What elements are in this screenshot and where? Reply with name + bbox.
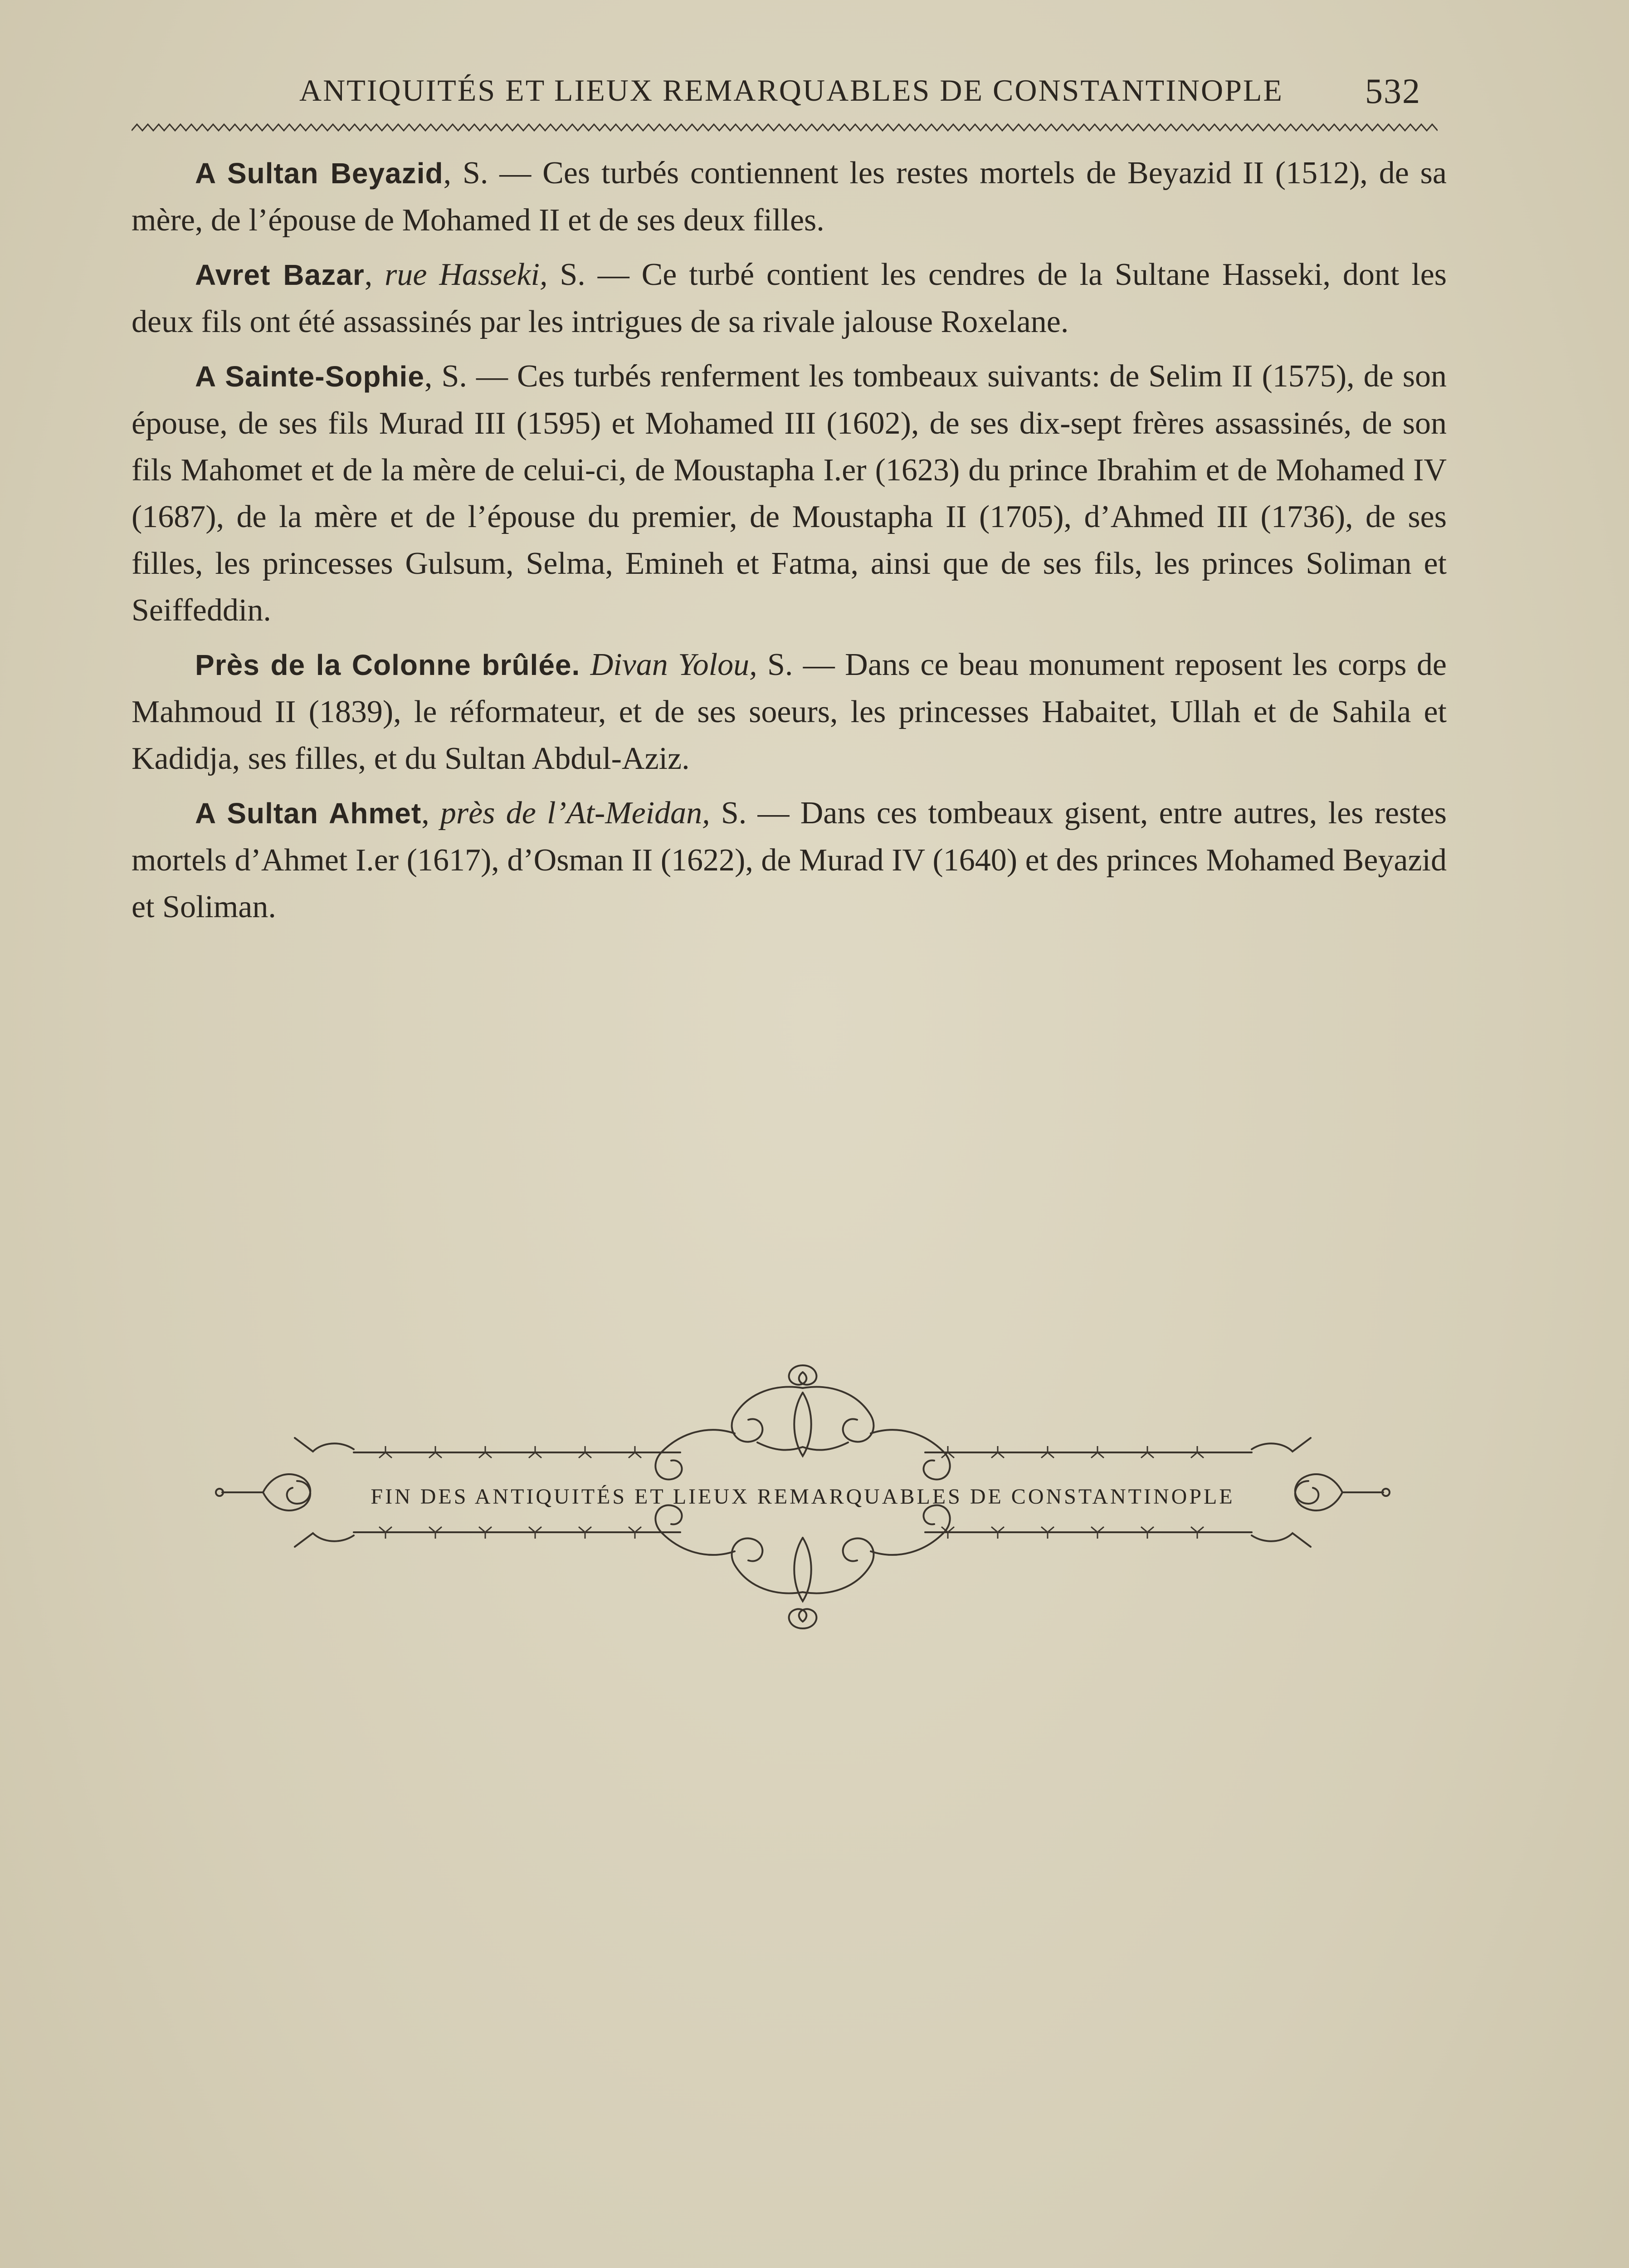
- entry-heading: A Sultan Ahmet: [195, 797, 422, 830]
- running-title: ANTIQUITÉS ET LIEUX REMARQUABLES DE CONSTANTINOPLE: [299, 73, 1283, 108]
- wavy-rule: [132, 122, 1438, 132]
- entry-text: , S. — Ces turbés renferment les tombeaux suivants: de Selim II (1575), de son épouse, de ses fils Murad III (1595) et Mohamed III (1602), de ses dix-sept frères assassinés, de son fils Mahomet et de la mère de celui-ci, de Moustapha I.er (1623) du prince Ibrahim et de Mohamed IV (1687), de la mère et de l’épouse du premier, de Moustapha II (1705), d’Ahmed III (1736), de ses filles, les princesses Gulsum, Selma, Emineh et Fatma, ainsi que de ses fils, les princes Soliman et Seiffeddin.: [132, 359, 1447, 628]
- entry-location: près de l’At-Meidan,: [440, 796, 710, 831]
- entry-heading: Avret Bazar: [195, 259, 365, 291]
- end-caption: FIN DES ANTIQUITÉS ET LIEUX REMARQUABLES DE CONSTANTINOPLE: [371, 1485, 1235, 1509]
- entry-location: Divan Yolou,: [590, 647, 757, 682]
- entry-avret-bazar: Avret Bazar, rue Hasseki, S. — Ce turbé contient les cendres de la Sultane Hasseki, dont les deux fils ont été assassinés par les intrigues de sa rivale jalouse Roxelane.: [132, 257, 1447, 339]
- entry-text: , S. — Ces turbés contiennent les restes mortels de Beyazid II (1512), de sa mère, de l’épouse de Mohamed II et de ses deux filles.: [132, 156, 1447, 238]
- entry-location: rue Hasseki,: [385, 257, 548, 292]
- entry-sultan-ahmet: A Sultan Ahmet, près de l’At-Meidan, S. — Dans ces tombeaux gisent, entre autres, les restes mortels d’Ahmet I.er (1617), d’Osman II (1622), de Murad IV (1640) et des princes Mohamed Beyazid et Soliman.: [132, 796, 1447, 924]
- entry-text: S. — Dans ces tombeaux gisent, entre autres, les restes mortels d’Ahmet I.er (1617), d’Osman II (1622), de Murad IV (1640) et des princes Mohamed Beyazid et Soliman.: [132, 796, 1447, 924]
- entry-heading: A Sainte-Sophie: [195, 360, 424, 393]
- entry-sultan-beyazid: [132, 150, 1447, 244]
- entry-heading: Près de la Colonne brûlée.: [195, 649, 580, 681]
- page-number: 532: [1365, 71, 1421, 111]
- entry-text: S. — Dans ce beau monument reposent les corps de Mahmoud II (1839), le réformateur, et de ses soeurs, les princesses Habaitet, Ullah et de Sahila et Kadidja, ses filles, et du Sultan Abdul-Aziz.: [132, 647, 1447, 776]
- entry-text: S. — Ce turbé contient les cendres de la Sultane Hasseki, dont les deux fils ont été assassinés par les intrigues de sa rivale jalouse Roxelane.: [132, 257, 1447, 339]
- entry-heading: A Sultan Beyazid: [195, 157, 444, 190]
- page-header: [132, 73, 1438, 132]
- end-ornament: [213, 1356, 1392, 1647]
- entry-sainte-sophie: [132, 353, 1447, 634]
- entry-colonne-brulee: [132, 641, 1447, 782]
- text-body: [132, 150, 1447, 938]
